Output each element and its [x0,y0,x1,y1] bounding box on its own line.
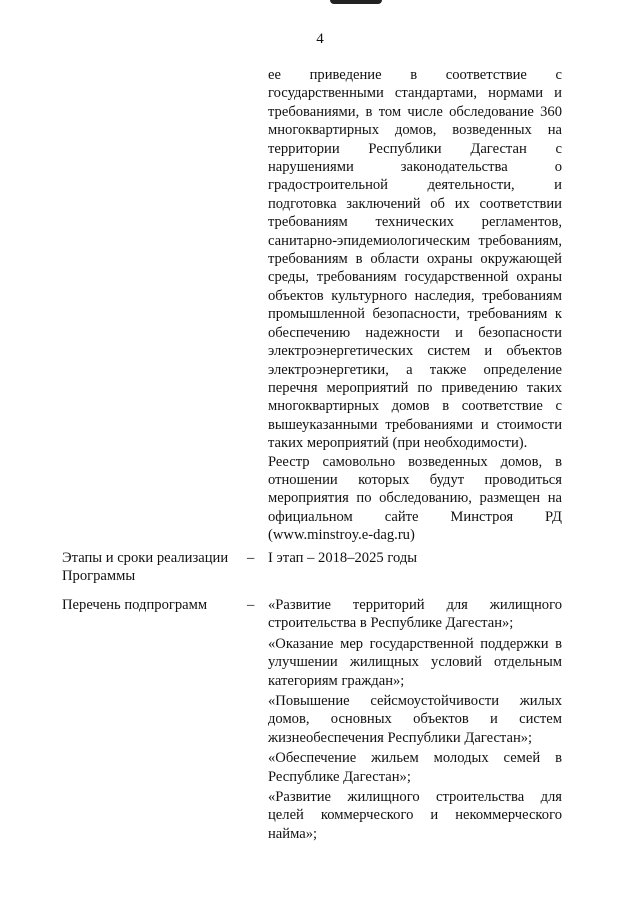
list-item: «Оказание мер государственной поддержки в улучшении жилищных условий отдельным категориям граждан»; [268,635,562,689]
scan-mark [330,0,382,4]
paragraph-registry: Реестр самовольно возведенных домов, в отношении которых будут проводиться мероприятия по обследованию, размещен на официальном сайте Минстроя РД (www.minstroy.e-dag.ru) [268,453,562,544]
list-item: «Повышение сейсмоустойчивости жилых домов, основных объектов и систем жизнеобеспечения Республики Дагестан»; [268,693,562,746]
continued-text-block [268,66,562,545]
subprograms-dash: – [247,597,255,613]
subprograms-label: Перечень подпрограмм [62,597,208,613]
list-item: «Обеспечение жильем молодых семей в Республике Дагестан»; [268,750,562,785]
list-item: «Развитие жилищного строительства для целей коммерческого и некоммерческого найма»; [268,789,562,842]
stages-dash: – [247,550,255,566]
stages-value: I этап – 2018–2025 годы [268,550,418,566]
paragraph-continuation: ее приведение в соответствие с государственными стандартами, нормами и требованиями, в том числе обследование 360 многоквартирных домов, возведенных на территории Республики Дагестан с нарушениями законодательства о градостроительной деятельности, и подготовка заключений об их соответствии требованиям технических регламентов, санитарно-эпидемиологическим требованиям, требованиям в области охраны окружающей среды, требованиям государственной охраны объектов культурного наследия, требованиям промышленной безопасности, требованиям к обеспечению надежности и безопасности электроэнергетических систем и объектов электроэнергетики, а также определение перечня мероприятий по приведению таких многоквартирных домов в соответствие с вышеуказанными требованиями и стоимости таких мероприятий (при необходимости). [268,67,562,452]
stages-label: Этапы и сроки реализации Программы [62,550,229,585]
page-number: 4 [316,31,324,47]
list-item: «Развитие территорий для жилищного строительства в Республике Дагестан»; [268,597,562,632]
subprograms-list [268,596,562,845]
